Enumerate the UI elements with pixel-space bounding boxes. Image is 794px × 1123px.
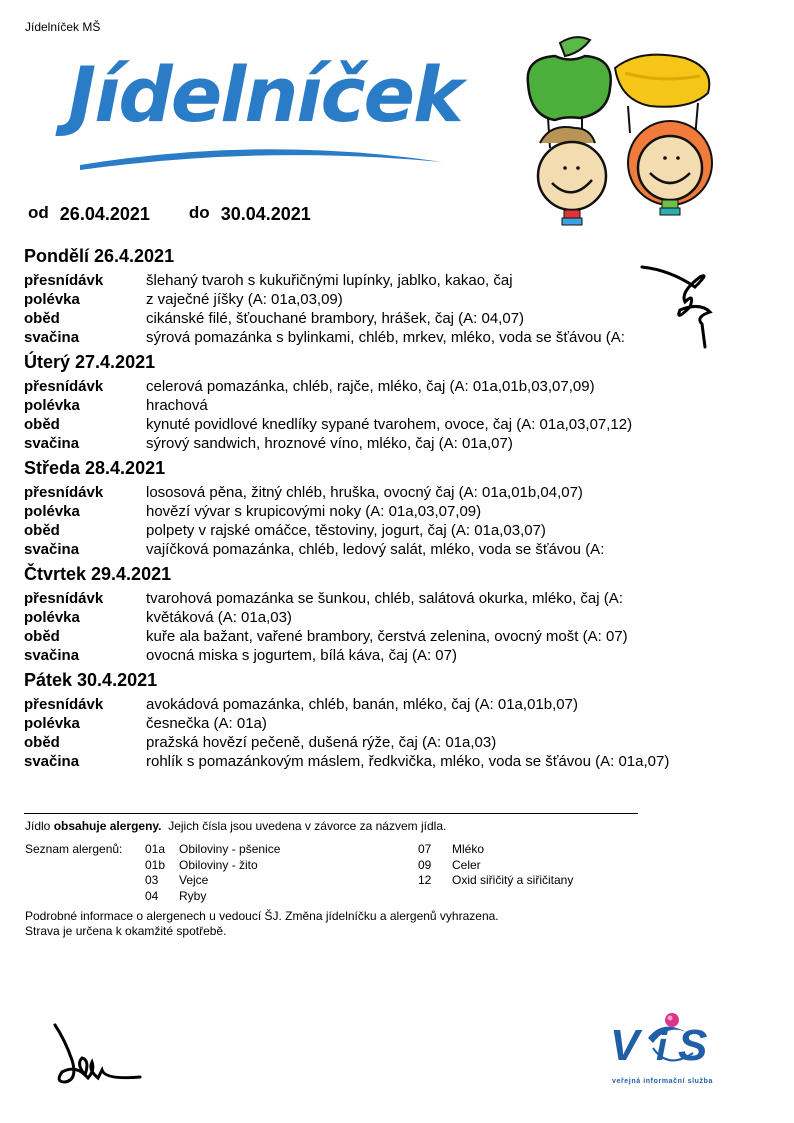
meal-row <box>24 328 764 347</box>
meal-type: polévka <box>24 397 80 414</box>
allergen-name: Mléko <box>452 842 485 856</box>
meal-row <box>24 540 764 559</box>
menu-period <box>28 203 311 225</box>
meal-desc: šlehaný tvaroh s kukuřičnými lupínky, jablko, kakao, čaj <box>146 272 513 289</box>
info-line-2: Strava je určena k okamžité spotřebě. <box>25 924 227 938</box>
info-line-1: Podrobné informace o alergenech u vedoucí ŠJ. Změna jídelníčku a alergenů vyhrazena. <box>25 909 499 923</box>
allergen-name: Obiloviny - pšenice <box>179 842 281 856</box>
meal-type: polévka <box>24 609 80 626</box>
meal-type: polévka <box>24 503 80 520</box>
meal-type: přesnídávk <box>24 590 104 607</box>
meal-row <box>24 608 764 627</box>
logo-text: Jídelníček <box>68 50 462 139</box>
vis-logo <box>608 1008 723 1093</box>
day-section <box>24 350 764 453</box>
allergen-code: 12 <box>418 873 432 887</box>
svg-text:V: V <box>610 1021 640 1070</box>
meal-desc: kuře ala bažant, vařené brambory, čerstvá zelenina, ovocný mošt (A: 07) <box>146 628 628 645</box>
allergen-note <box>25 819 446 833</box>
allergen-item <box>145 858 280 874</box>
allergen-list-col1 <box>145 842 280 904</box>
meal-row <box>24 695 764 714</box>
meal-row <box>24 415 764 434</box>
allergen-code: 01a <box>145 842 166 856</box>
allergen-note-prefix: Jídlo <box>25 819 51 833</box>
meal-desc: kynuté povidlové knedlíky sypané tvarohem, ovoce, čaj (A: 01a,03,07,12) <box>146 416 633 433</box>
meal-desc: pražská hovězí pečeně, dušená rýže, čaj (A: 01a,03) <box>146 734 497 751</box>
allergen-list-label: Seznam alergenů: <box>25 842 123 856</box>
meal-desc: hrachová <box>146 397 208 414</box>
day-title: Středa 28.4.2021 <box>24 458 166 478</box>
allergen-item <box>145 889 280 905</box>
meal-type: přesnídávk <box>24 272 104 289</box>
meal-row <box>24 434 764 453</box>
period-to-label: do <box>188 203 210 222</box>
meal-desc: polpety v rajské omáčce, těstoviny, jogurt, čaj (A: 01a,03,07) <box>146 522 546 539</box>
meal-row <box>24 714 764 733</box>
vis-logo-subtitle: veřejná informační služba <box>612 1078 713 1085</box>
allergen-note-suffix: Jejich čísla jsou uvedena v závorce za názvem jídla. <box>168 819 447 833</box>
day-title: Pondělí 26.4.2021 <box>24 246 175 266</box>
meal-type: přesnídávk <box>24 696 104 713</box>
allergen-list-col2 <box>418 842 573 889</box>
day-section <box>24 668 764 771</box>
day-title: Čtvrtek 29.4.2021 <box>24 564 172 584</box>
meal-type: oběd <box>24 628 60 645</box>
meal-desc: sýrová pomazánka s bylinkami, chléb, mrkev, mléko, voda se šťávou (A: <box>146 329 625 346</box>
meal-row <box>24 502 764 521</box>
meal-row <box>24 752 764 771</box>
logo-swoosh-icon <box>62 40 462 175</box>
meal-type: přesnídávk <box>24 378 104 395</box>
vis-logo-icon <box>608 1008 723 1078</box>
day-section <box>24 456 764 559</box>
meal-type: svačina <box>24 541 80 558</box>
meal-row <box>24 589 764 608</box>
allergen-code: 07 <box>418 842 432 856</box>
meal-desc: cikánské filé, šťouchané brambory, hrášek, čaj (A: 04,07) <box>146 310 525 327</box>
allergen-item <box>418 842 573 858</box>
meal-desc: rohlík s pomazánkovým máslem, ředkvička, mléko, voda se šťávou (A: 01a,07) <box>146 753 670 770</box>
meal-desc: celerová pomazánka, chléb, rajče, mléko, čaj (A: 01a,01b,03,07,09) <box>146 378 595 395</box>
meal-type: oběd <box>24 522 60 539</box>
period-from-date: 26.04.2021 <box>59 204 150 224</box>
allergen-item <box>145 873 280 889</box>
meal-type: polévka <box>24 715 80 732</box>
meal-desc: česnečka (A: 01a) <box>146 715 267 732</box>
jidelnicek-logo <box>62 40 462 175</box>
weekly-menu <box>24 244 764 774</box>
meal-type: oběd <box>24 734 60 751</box>
day-section <box>24 562 764 665</box>
meal-type: polévka <box>24 291 80 308</box>
allergen-note-bold: obsahuje alergeny. <box>53 819 162 833</box>
meal-row <box>24 627 764 646</box>
allergen-code: 01b <box>145 857 166 872</box>
allergen-name: Ryby <box>179 888 207 903</box>
period-to-date: 30.04.2021 <box>220 204 311 224</box>
allergen-code: 03 <box>145 873 159 887</box>
meal-type: svačina <box>24 329 80 346</box>
kids-with-fruit-illustration <box>520 28 735 228</box>
separator-line <box>24 813 638 814</box>
allergen-name: Oxid siřičitý a siřičitany <box>452 873 574 887</box>
meal-row <box>24 377 764 396</box>
meal-type: oběd <box>24 310 60 327</box>
meal-type: přesnídávk <box>24 484 104 501</box>
meal-row <box>24 733 764 752</box>
meal-row <box>24 309 764 328</box>
meal-desc: květáková (A: 01a,03) <box>146 609 292 626</box>
allergen-code: 09 <box>418 857 432 872</box>
meal-type: svačina <box>24 753 80 770</box>
allergen-name: Celer <box>452 857 481 872</box>
svg-text:S: S <box>678 1021 708 1070</box>
document-header: Jídelníček MŠ <box>25 20 101 34</box>
meal-desc: z vaječné jíšky (A: 01a,03,09) <box>146 291 343 308</box>
info-text <box>25 909 499 939</box>
allergen-name: Vejce <box>179 873 209 887</box>
allergen-item <box>145 842 280 858</box>
meal-type: svačina <box>24 647 80 664</box>
meal-desc: hovězí vývar s krupicovými noky (A: 01a,03,07,09) <box>146 503 482 520</box>
svg-text:i: i <box>656 1025 668 1069</box>
day-section <box>24 244 764 347</box>
meal-desc: avokádová pomazánka, chléb, banán, mléko, čaj (A: 01a,01b,07) <box>146 696 578 713</box>
meal-type: svačina <box>24 435 80 452</box>
allergen-item <box>418 873 573 889</box>
allergen-code: 04 <box>145 888 159 903</box>
meal-desc: lososová pěna, žitný chléb, hruška, ovocný čaj (A: 01a,01b,04,07) <box>146 484 583 501</box>
meal-row <box>24 483 764 502</box>
period-from-label: od <box>28 203 49 222</box>
meal-desc: tvarohová pomazánka se šunkou, chléb, salátová okurka, mléko, čaj (A: <box>146 590 623 607</box>
meal-type: oběd <box>24 416 60 433</box>
allergen-item <box>418 858 573 874</box>
meal-row <box>24 521 764 540</box>
meal-row <box>24 290 764 309</box>
allergen-name: Obiloviny - žito <box>179 857 258 872</box>
day-title: Pátek 30.4.2021 <box>24 670 158 690</box>
meal-row <box>24 646 764 665</box>
meal-row <box>24 271 764 290</box>
meal-desc: ovocná miska s jogurtem, bílá káva, čaj (A: 07) <box>146 647 457 664</box>
meal-desc: sýrový sandwich, hroznové víno, mléko, čaj (A: 01a,07) <box>146 435 513 452</box>
meal-row <box>24 396 764 415</box>
day-title: Úterý 27.4.2021 <box>24 352 156 372</box>
signature-bottom-icon <box>50 1020 150 1090</box>
meal-desc: vajíčková pomazánka, chléb, ledový salát, mléko, voda se šťávou (A: <box>146 541 605 558</box>
